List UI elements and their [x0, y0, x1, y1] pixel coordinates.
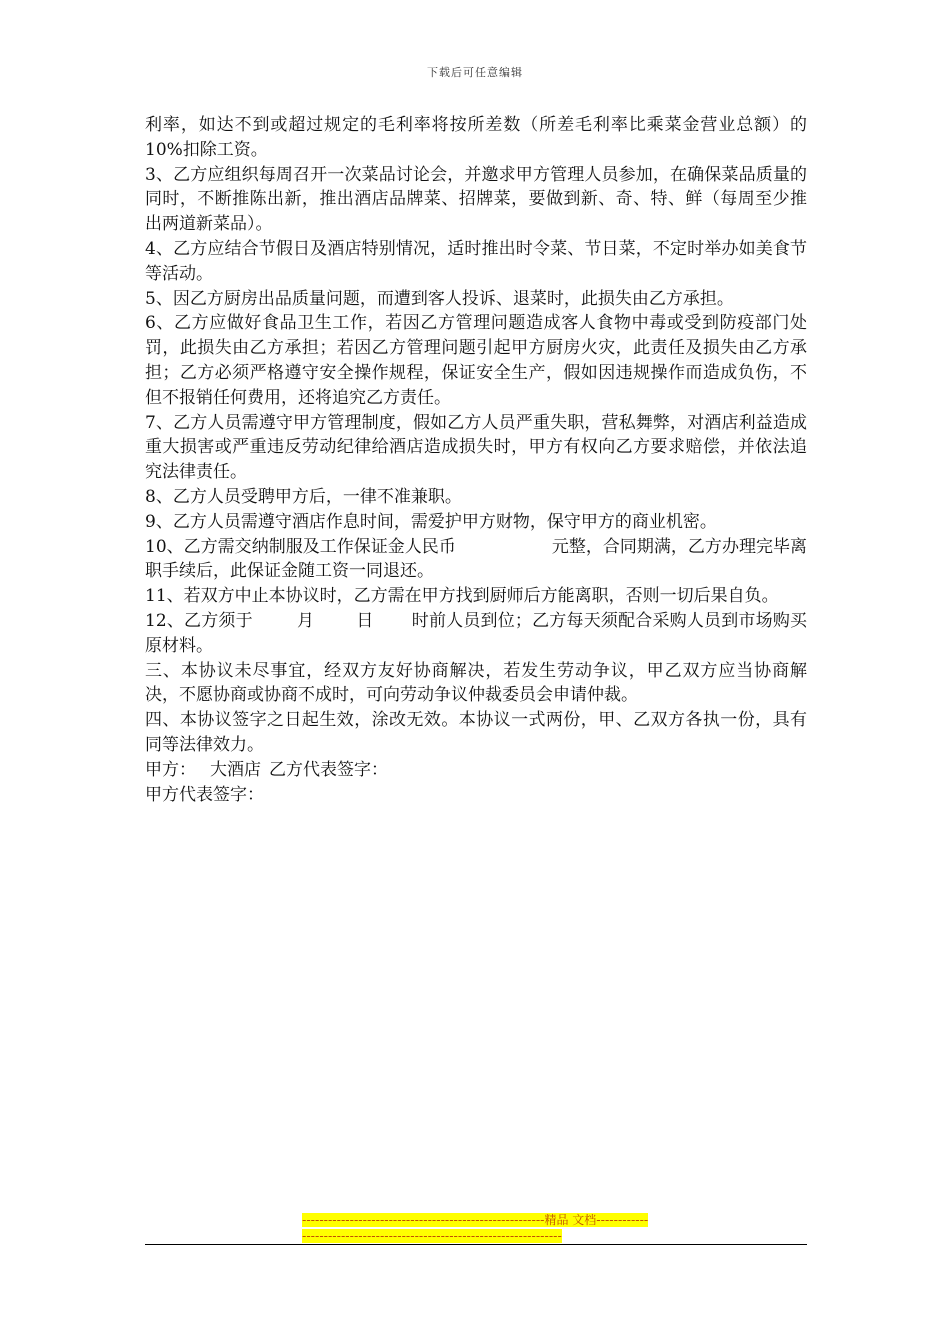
paragraph-section-4: 四、本协议签字之日起生效，涂改无效。本协议一式两份，甲、乙双方各执一份，具有同等法律效力。: [145, 710, 807, 755]
footer-divider: [145, 1244, 807, 1245]
signature-line-party-a: [145, 758, 807, 783]
clause-10-part-1: 10、乙方需交纳制服及工作保证金人民币: [145, 536, 456, 557]
party-a-label: 甲方：: [145, 759, 196, 780]
clause-10-part-2: 元整，合同期满，乙方办理完毕离职手续后，此保证金随工资一同退还。: [145, 536, 807, 582]
footer-watermark-text: --------------------------------------------------------精品 文档------------------------------------------------------------------------: [302, 1213, 649, 1243]
page-header-note: 下载后可任意编辑: [427, 66, 523, 79]
clause-12-part-1: 12、乙方须于: [145, 610, 253, 631]
party-b-rep-label: 乙方代表签字：: [269, 759, 388, 780]
paragraph-clause-10: [145, 535, 807, 585]
paragraph-clause-12: [145, 609, 807, 659]
clause-12-part-2: 时前人员到位；乙方每天须配合采购人员到市场购买原材料。: [145, 610, 808, 656]
clause-12-day: 日: [356, 610, 374, 631]
document-body: [145, 113, 807, 807]
footer-watermark: [302, 1212, 650, 1244]
paragraph-clause-4: 4、乙方应结合节假日及酒店特别情况，适时推出时令菜、节日菜，不定时举办如美食节等活动。: [145, 238, 807, 284]
paragraph-profit-rate: 利率，如达不到或超过规定的毛利率将按所差数（所差毛利率比乘菜金营业总额）的 10%扣除工资。: [145, 115, 807, 160]
clause-12-month: 月: [296, 610, 315, 631]
party-a-name: 大酒店: [210, 759, 261, 780]
paragraph-clause-6: 6、乙方应做好食品卫生工作，若因乙方管理问题造成客人食物中毒或受到防疫部门处罚，此损失由乙方承担；若因乙方管理问题引起甲方厨房火灾，此责任及损失由乙方承担；乙方必须严格遵守安全操作规程，保证安全生产，假如因违规操作而造成负伤，不但不报销任何费用，还将追究乙方责任。: [145, 313, 807, 408]
paragraph-clause-3: 3、乙方应组织每周召开一次菜品讨论会，并邀求甲方管理人员参加，在确保菜品质量的同时，不断推陈出新，推出酒店品牌菜、招牌菜，要做到新、奇、特、鲜（每周至少推出两道新菜品）。: [145, 164, 807, 235]
paragraph-clause-7: 7、乙方人员需遵守甲方管理制度，假如乙方人员严重失职，营私舞弊，对酒店利益造成重大损害或严重违反劳动纪律给酒店造成损失时，甲方有权向乙方要求赔偿，并依法追究法律责任。: [145, 412, 807, 483]
signature-line-party-a-rep: 甲方代表签字：: [145, 784, 264, 805]
paragraph-section-3: 三、本协议未尽事宜，经双方友好协商解决，若发生劳动争议，甲乙双方应当协商解决，不愿协商或协商不成时，可向劳动争议仲裁委员会申请仲裁。: [145, 660, 807, 706]
paragraph-clause-11: 11、若双方中止本协议时，乙方需在甲方找到厨师后方能离职，否则一切后果自负。: [145, 586, 779, 607]
paragraph-clause-9: 9、乙方人员需遵守酒店作息时间，需爱护甲方财物，保守甲方的商业机密。: [145, 511, 717, 532]
paragraph-clause-5: 5、因乙方厨房出品质量问题，而遭到客人投诉、退菜时，此损失由乙方承担。: [145, 288, 734, 309]
paragraph-clause-8: 8、乙方人员受聘甲方后，一律不准兼职。: [145, 486, 462, 507]
